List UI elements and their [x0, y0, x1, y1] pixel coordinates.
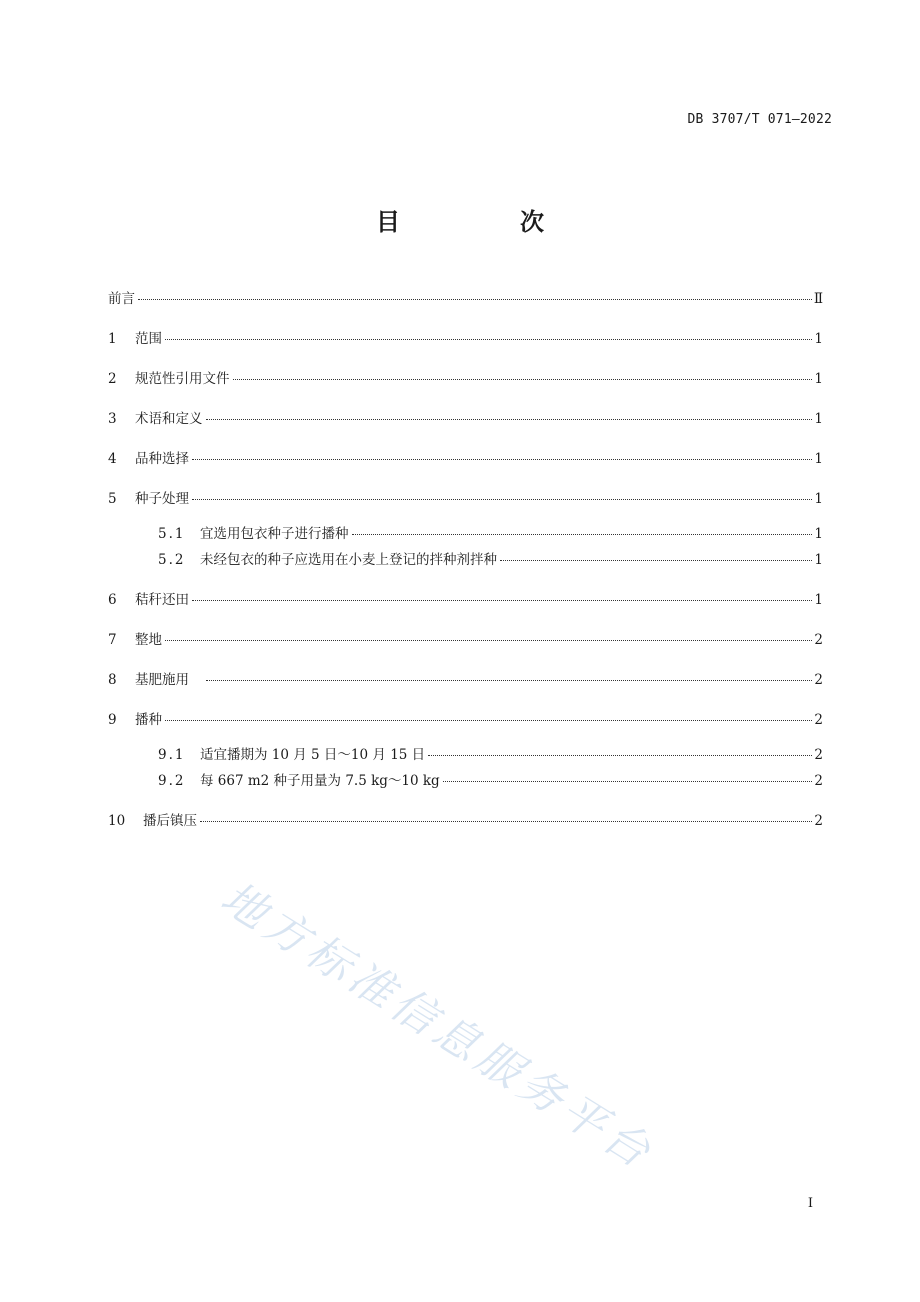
toc-entry-label [108, 407, 204, 427]
watermark: 地方标准信息服务平台 [212, 872, 664, 1181]
toc-entry-number: 8 [108, 672, 117, 688]
dot-leader [165, 720, 812, 721]
toc-entry-label [108, 588, 190, 608]
toc-entry-label [108, 287, 136, 307]
toc-entry-label [108, 487, 190, 507]
toc-entry-page: 2 [814, 632, 823, 648]
toc-entry-label [158, 522, 350, 542]
toc-entry-page: 1 [814, 451, 823, 467]
toc-entry-label [108, 447, 190, 467]
document-code: DB 3707/T 071—2022 [687, 112, 832, 127]
toc-entry[interactable] [108, 708, 823, 728]
toc-entry-label [158, 769, 441, 789]
toc-entry-page: 2 [814, 773, 823, 789]
toc-entry-text: 适宜播期为 10 月 5 日～10 月 15 日 [200, 747, 426, 763]
toc-entry-label [158, 743, 426, 763]
toc-entry-number: 7 [108, 632, 117, 648]
toc-entry-number: 6 [108, 592, 117, 608]
toc-entry-text: 规范性引用文件 [135, 371, 230, 387]
toc-subentry[interactable] [108, 769, 823, 789]
toc-entry-page: 2 [814, 672, 823, 688]
toc-entry-number: 3 [108, 411, 117, 427]
toc-entry-text: 播种 [135, 712, 162, 728]
toc-entry-label [108, 327, 163, 347]
dot-leader [165, 640, 812, 641]
toc-entry-page: 1 [814, 491, 823, 507]
toc-entry-page: 2 [814, 813, 823, 829]
toc-entry-label [108, 628, 163, 648]
dot-leader [192, 600, 812, 601]
toc-entry-page: 2 [814, 747, 823, 763]
toc-entry-page: 1 [814, 526, 823, 542]
toc-entry-text: 播后镇压 [143, 813, 197, 829]
toc-entry[interactable] [108, 487, 823, 507]
toc-entry[interactable] [108, 588, 823, 608]
dot-leader [443, 781, 813, 782]
dot-leader [200, 821, 812, 822]
toc-entry-number: 10 [108, 813, 126, 829]
toc-entry-text: 基肥施用 [135, 672, 203, 688]
toc-entry-number: 9.2 [158, 773, 186, 789]
toc-entry-number: 9 [108, 712, 117, 728]
toc-entry-page: 1 [814, 411, 823, 427]
toc-entry-number: 4 [108, 451, 117, 467]
toc-entry[interactable] [108, 407, 823, 427]
dot-leader [352, 534, 813, 535]
toc-entry-label [108, 668, 204, 688]
toc-entry[interactable] [108, 447, 823, 467]
toc-entry-page: 1 [814, 552, 823, 568]
toc-entry-page: 1 [814, 592, 823, 608]
dot-leader [165, 339, 812, 340]
toc-entry[interactable] [108, 367, 823, 387]
toc-entry-label [158, 548, 498, 568]
toc-entry-label [108, 809, 198, 829]
toc-entry-page: 1 [814, 331, 823, 347]
toc-entry-text: 未经包衣的种子应选用在小麦上登记的拌种剂拌种 [200, 552, 497, 568]
toc-title: 目 次 [376, 207, 592, 236]
toc-entry-number: 5.2 [158, 552, 186, 568]
toc-entry-text: 每 667 m2 种子用量为 7.5 kg～10 kg [200, 773, 440, 789]
toc-subentry[interactable] [108, 548, 823, 568]
dot-leader [428, 755, 812, 756]
toc-subentry[interactable] [108, 743, 823, 763]
dot-leader [206, 680, 813, 681]
toc-entry-page: 2 [814, 712, 823, 728]
toc-entry-number: 1 [108, 331, 117, 347]
toc-entry-number: 5.1 [158, 526, 186, 542]
toc-entry-text: 整地 [135, 632, 162, 648]
page-number: I [807, 1196, 813, 1211]
toc-entry[interactable] [108, 628, 823, 648]
dot-leader [206, 419, 813, 420]
toc-entry-number: 2 [108, 371, 117, 387]
toc-entry-text: 前言 [108, 291, 135, 307]
toc-entry-text: 术语和定义 [135, 411, 203, 427]
toc-subentry[interactable] [108, 522, 823, 542]
toc-entry-text: 品种选择 [135, 451, 189, 467]
toc-entry-page: Ⅱ [813, 291, 823, 307]
toc-entry-label [108, 708, 163, 728]
toc-entry[interactable] [108, 287, 823, 307]
toc-entry[interactable] [108, 809, 823, 829]
toc-entry-text: 种子处理 [135, 491, 189, 507]
dot-leader [233, 379, 813, 380]
toc-entry-text: 范围 [135, 331, 162, 347]
toc-entry[interactable] [108, 327, 823, 347]
dot-leader [500, 560, 812, 561]
dot-leader [138, 299, 812, 300]
dot-leader [192, 459, 812, 460]
toc-entry-number: 9.1 [158, 747, 186, 763]
toc-entry-text: 宜选用包衣种子进行播种 [200, 526, 349, 542]
toc-entry-label [108, 367, 231, 387]
toc-entry-number: 5 [108, 491, 117, 507]
toc-entry-text: 秸秆还田 [135, 592, 189, 608]
toc-entry-page: 1 [814, 371, 823, 387]
table-of-contents [108, 287, 823, 829]
dot-leader [192, 499, 812, 500]
toc-entry[interactable] [108, 668, 823, 688]
